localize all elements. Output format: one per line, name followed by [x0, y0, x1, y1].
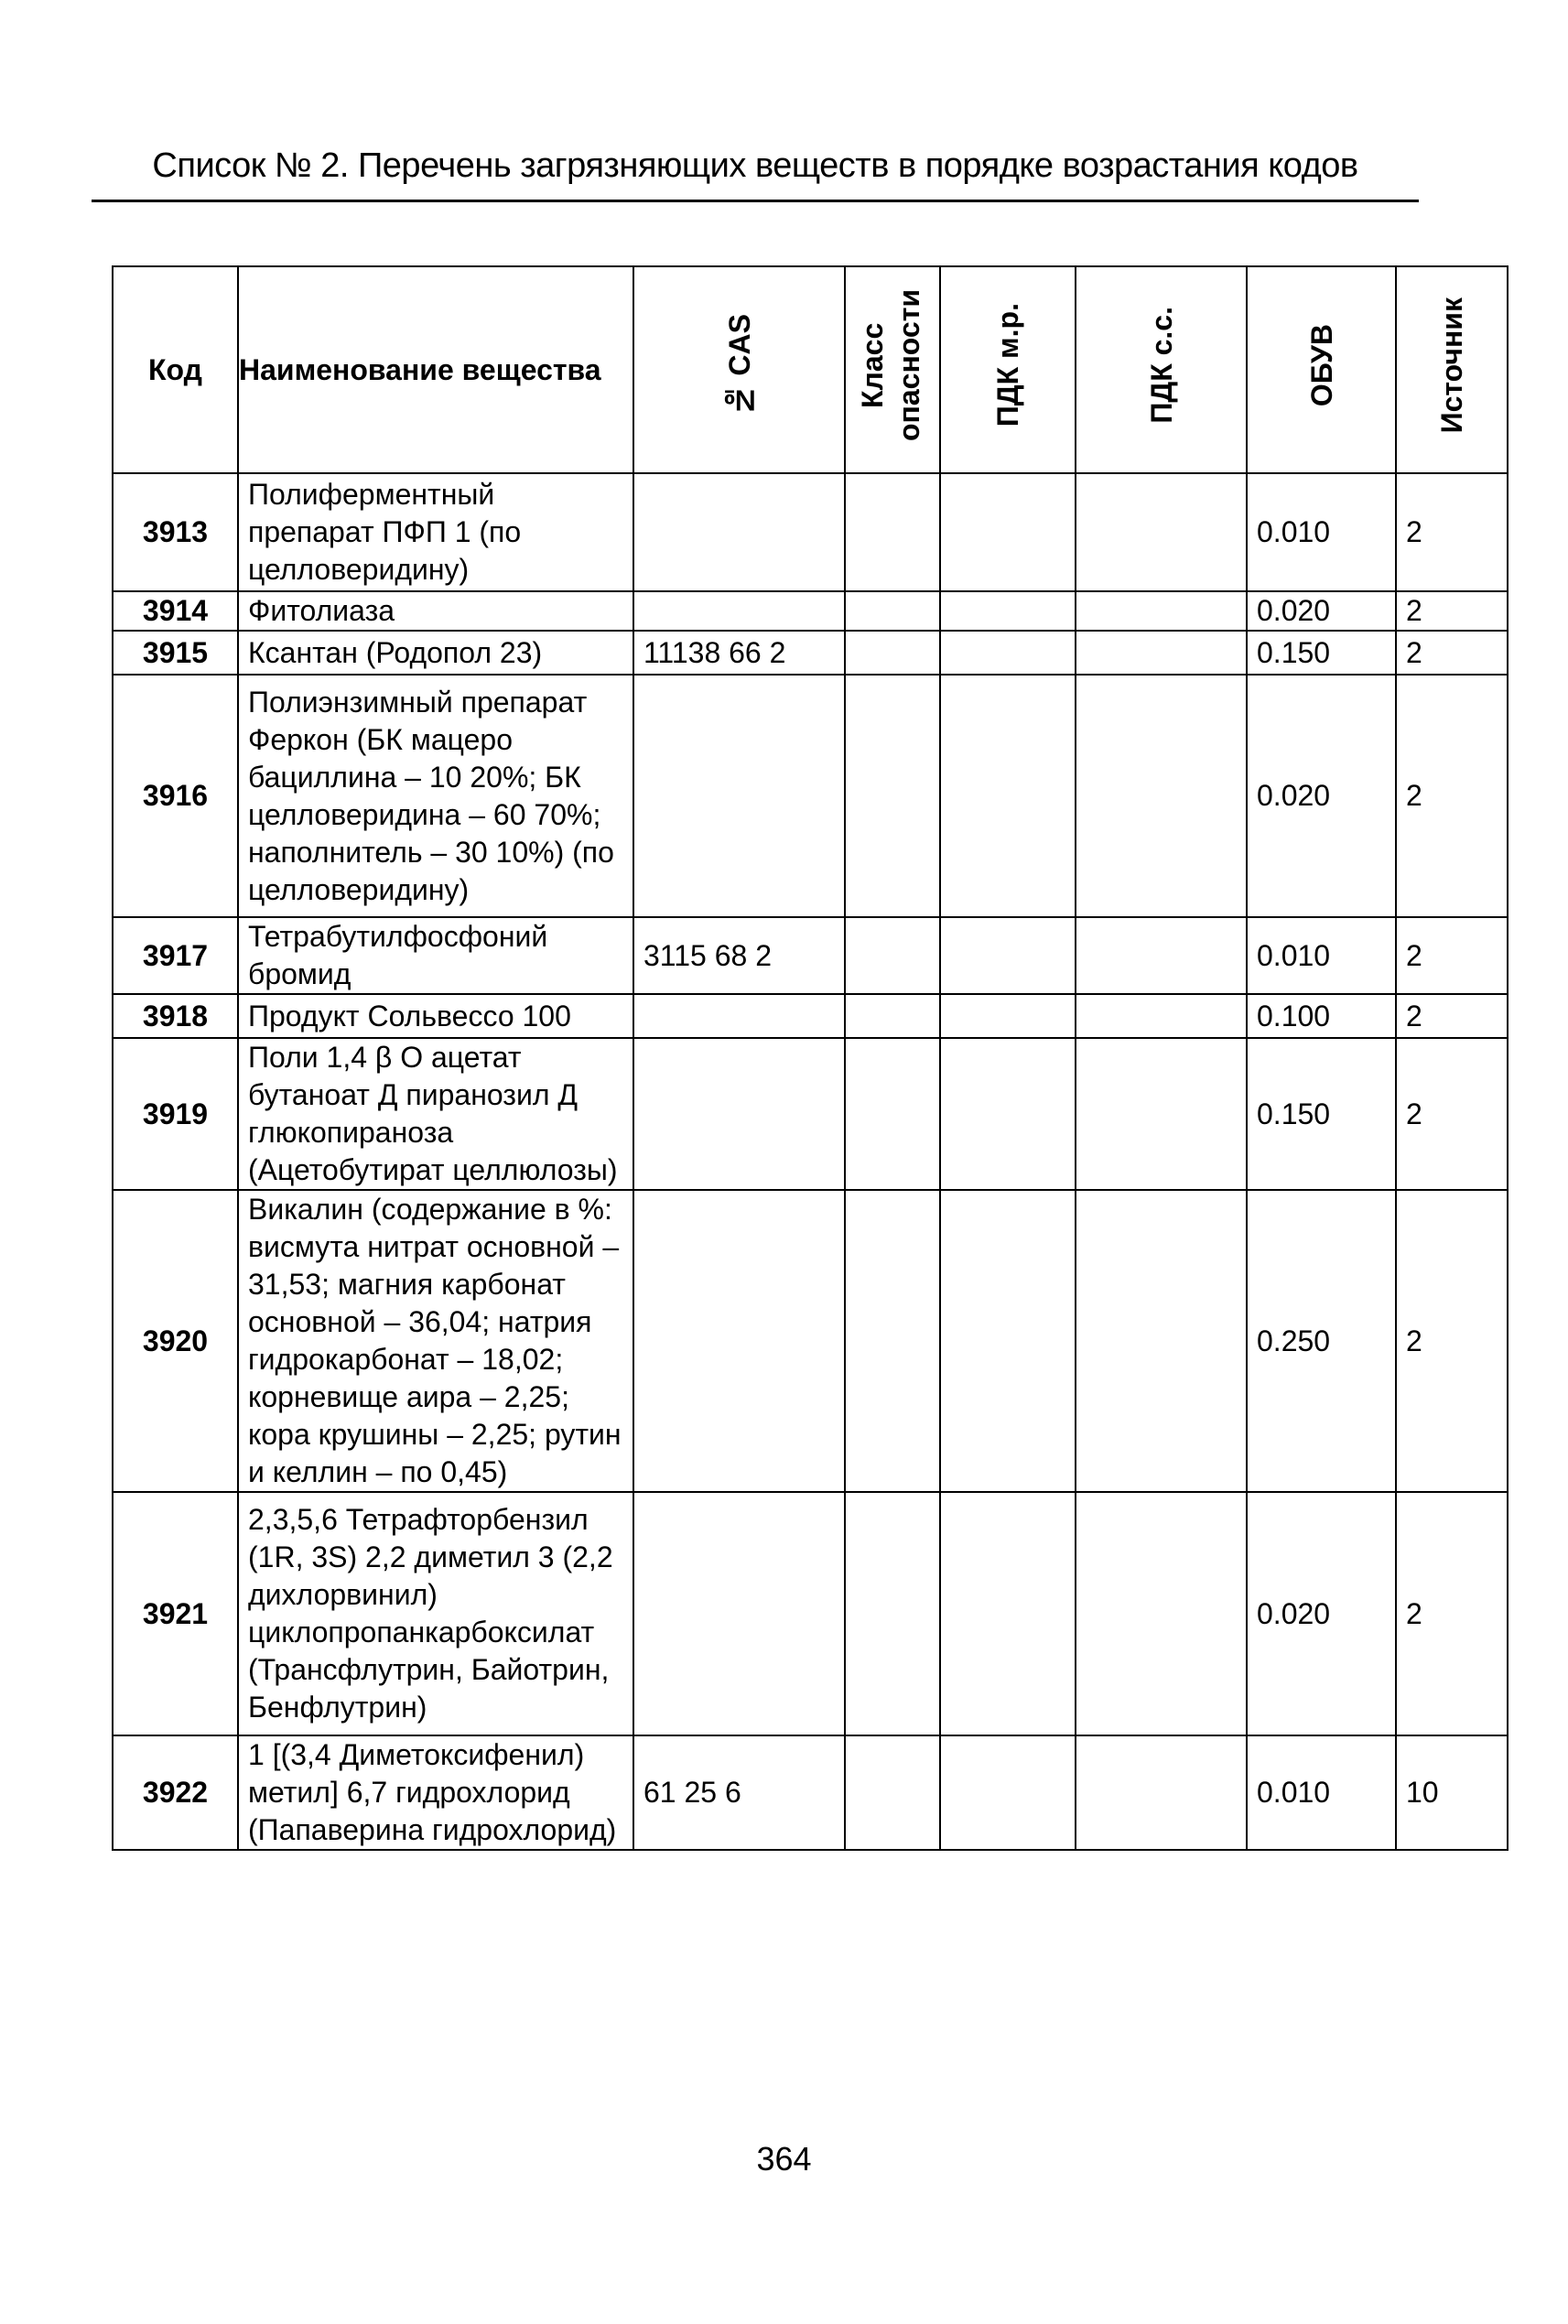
cell-code: 3913 — [113, 473, 238, 591]
cell-name: Полиферментный препарат ПФП 1 (по целловеридину) — [238, 473, 633, 591]
column-header-pdk-ss — [1076, 266, 1247, 473]
page-title: Список № 2. Перечень загрязняющих веществ в порядке возрастания кодов — [152, 146, 1358, 185]
cell-obuv: 0.100 — [1247, 994, 1396, 1038]
cell-pdk-mr — [940, 473, 1076, 591]
cell-pdk-ss — [1076, 631, 1247, 675]
cell-name: 1 [(3,4 Диметоксифенил) метил] 6,7 гидрохлорид (Папаверина гидрохлорид) — [238, 1735, 633, 1850]
cell-cas — [633, 675, 845, 917]
cell-code: 3922 — [113, 1735, 238, 1850]
cell-hazard-class — [845, 591, 940, 631]
column-header-source — [1396, 266, 1508, 473]
cell-code: 3917 — [113, 917, 238, 994]
cell-source: 2 — [1396, 675, 1508, 917]
column-header-cas — [633, 266, 845, 473]
table-body — [113, 473, 1508, 1850]
cell-obuv: 0.150 — [1247, 631, 1396, 675]
cell-hazard-class — [845, 631, 940, 675]
cell-source: 2 — [1396, 473, 1508, 591]
cell-code: 3914 — [113, 591, 238, 631]
cell-pdk-ss — [1076, 1735, 1247, 1850]
cell-code: 3915 — [113, 631, 238, 675]
cell-obuv: 0.250 — [1247, 1190, 1396, 1492]
column-header-pdk-mr — [940, 266, 1076, 473]
cell-obuv: 0.010 — [1247, 1735, 1396, 1850]
cell-hazard-class — [845, 1492, 940, 1735]
cell-hazard-class — [845, 473, 940, 591]
header-rule — [92, 200, 1419, 202]
table-row — [113, 473, 1508, 591]
cell-code: 3918 — [113, 994, 238, 1038]
cell-code: 3920 — [113, 1190, 238, 1492]
cell-pdk-mr — [940, 917, 1076, 994]
cell-code: 3916 — [113, 675, 238, 917]
column-header-obuv — [1247, 266, 1396, 473]
cell-hazard-class — [845, 1190, 940, 1492]
column-header-hazard-class — [845, 266, 940, 473]
cell-hazard-class — [845, 994, 940, 1038]
cell-source: 2 — [1396, 1190, 1508, 1492]
cell-cas — [633, 994, 845, 1038]
cell-cas: 11138 66 2 — [633, 631, 845, 675]
cell-pdk-ss — [1076, 591, 1247, 631]
cell-pdk-mr — [940, 591, 1076, 631]
cell-source: 10 — [1396, 1735, 1508, 1850]
table-row — [113, 1492, 1508, 1735]
cell-pdk-mr — [940, 631, 1076, 675]
cell-name: Тетрабутилфосфоний бромид — [238, 917, 633, 994]
cell-pdk-ss — [1076, 1492, 1247, 1735]
cell-cas — [633, 591, 845, 631]
cell-obuv: 0.020 — [1247, 1492, 1396, 1735]
cell-code: 3919 — [113, 1038, 238, 1190]
page-number: 364 — [756, 2140, 812, 2178]
cell-cas — [633, 1038, 845, 1190]
cell-cas — [633, 1190, 845, 1492]
cell-cas: 3115 68 2 — [633, 917, 845, 994]
cell-pdk-mr — [940, 994, 1076, 1038]
column-header-cas-label: № CAS — [722, 313, 756, 417]
cell-pdk-mr — [940, 1735, 1076, 1850]
table-row — [113, 675, 1508, 917]
table-row — [113, 631, 1508, 675]
cell-source: 2 — [1396, 1038, 1508, 1190]
cell-name: Ксантан (Родопол 23) — [238, 631, 633, 675]
table-row — [113, 1190, 1508, 1492]
cell-cas — [633, 1492, 845, 1735]
cell-pdk-mr — [940, 1492, 1076, 1735]
cell-pdk-mr — [940, 1190, 1076, 1492]
table-row — [113, 994, 1508, 1038]
table-header-row — [113, 266, 1508, 473]
cell-code: 3921 — [113, 1492, 238, 1735]
cell-name: 2,3,5,6 Тетрафторбензил (1R, 3S) 2,2 диметил 3 (2,2 дихлорвинил) циклопропанкарбоксилат (Трансфлутрин, Байотрин, Бенфлутрин) — [238, 1492, 633, 1735]
cell-obuv: 0.010 — [1247, 473, 1396, 591]
table-row — [113, 917, 1508, 994]
cell-pdk-ss — [1076, 1038, 1247, 1190]
cell-hazard-class — [845, 675, 940, 917]
cell-pdk-ss — [1076, 1190, 1247, 1492]
cell-obuv: 0.010 — [1247, 917, 1396, 994]
cell-cas: 61 25 6 — [633, 1735, 845, 1850]
cell-hazard-class — [845, 917, 940, 994]
cell-source: 2 — [1396, 1492, 1508, 1735]
cell-source: 2 — [1396, 917, 1508, 994]
cell-pdk-ss — [1076, 917, 1247, 994]
table-row — [113, 591, 1508, 631]
substances-table — [112, 265, 1509, 1851]
column-header-code: Код — [113, 266, 238, 473]
column-header-name: Наименование вещества — [238, 266, 633, 473]
cell-obuv: 0.020 — [1247, 591, 1396, 631]
column-header-obuv-label: ОБУВ — [1304, 323, 1338, 407]
cell-pdk-ss — [1076, 994, 1247, 1038]
table-row — [113, 1735, 1508, 1850]
cell-source: 2 — [1396, 591, 1508, 631]
cell-name: Продукт Сольвессо 100 — [238, 994, 633, 1038]
cell-source: 2 — [1396, 631, 1508, 675]
cell-pdk-ss — [1076, 473, 1247, 591]
cell-pdk-mr — [940, 1038, 1076, 1190]
column-header-hazard-class-label: Класс опасности — [856, 288, 925, 442]
cell-cas — [633, 473, 845, 591]
cell-name: Полиэнзимный препарат Феркон (БК мацеро бациллина – 10 20%; БК целловеридина – 60 70%; наполнитель – 30 10%) (по целловеридину) — [238, 675, 633, 917]
cell-source: 2 — [1396, 994, 1508, 1038]
cell-pdk-ss — [1076, 675, 1247, 917]
cell-pdk-mr — [940, 675, 1076, 917]
table-row — [113, 1038, 1508, 1190]
cell-name: Фитолиаза — [238, 591, 633, 631]
column-header-pdk-ss-label: ПДК с.с. — [1144, 307, 1178, 424]
cell-name: Поли 1,4 β O ацетат бутаноат Д пиранозил Д глюкопираноза (Ацетобутират целлюлозы) — [238, 1038, 633, 1190]
column-header-source-label: Источник — [1435, 297, 1468, 434]
cell-obuv: 0.150 — [1247, 1038, 1396, 1190]
cell-hazard-class — [845, 1735, 940, 1850]
column-header-pdk-mr-label: ПДК м.р. — [991, 303, 1024, 427]
cell-name: Викалин (содержание в %: висмута нитрат основной – 31,53; магния карбонат основной – 36,04; натрия гидрокарбонат – 18,02; корневище аира – 2,25; кора крушины – 2,25; рутин и келлин – по 0,45) — [238, 1190, 633, 1492]
cell-hazard-class — [845, 1038, 940, 1190]
cell-obuv: 0.020 — [1247, 675, 1396, 917]
